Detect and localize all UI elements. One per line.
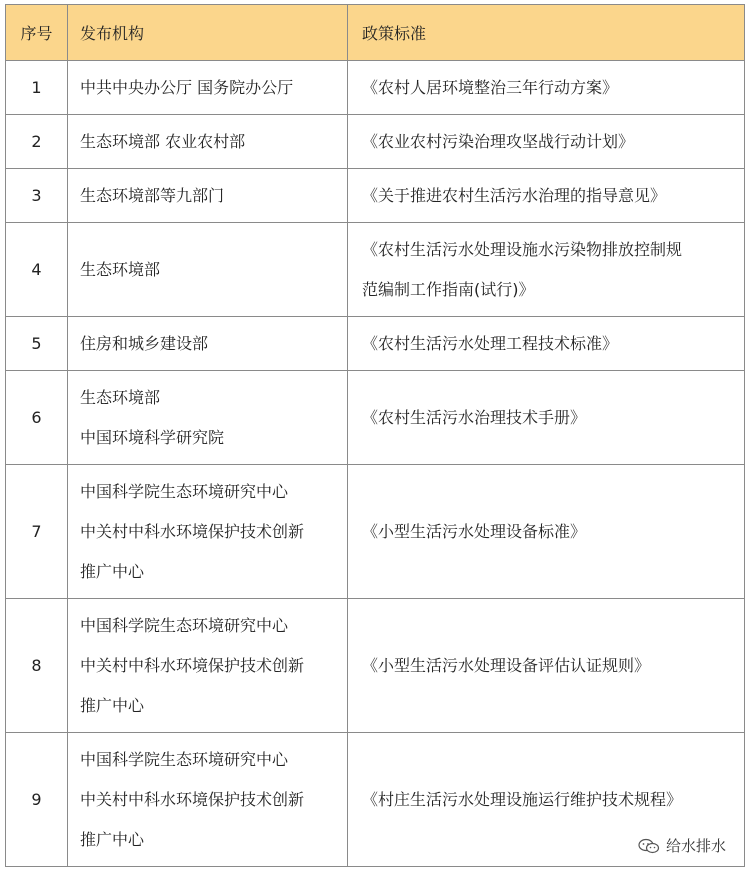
- org-line: 中国科学院生态环境研究中心: [80, 481, 289, 501]
- table-row: [6, 115, 745, 169]
- org-line: 中国科学院生态环境研究中心: [80, 615, 289, 635]
- org-line: 中共中央办公厅 国务院办公厅: [80, 77, 294, 97]
- cell-num: 2: [6, 115, 68, 169]
- cell-policy: [348, 223, 745, 317]
- table-row: [6, 61, 745, 115]
- cell-org: [68, 61, 348, 115]
- org-line: 生态环境部 农业农村部: [80, 131, 246, 151]
- org-line: 中关村中科水环境保护技术创新: [80, 521, 305, 541]
- cell-policy: [348, 61, 745, 115]
- org-line: 中关村中科水环境保护技术创新: [80, 655, 305, 675]
- cell-policy: [348, 371, 745, 465]
- cell-num: 4: [6, 223, 68, 317]
- table-row: [6, 465, 745, 599]
- header-org: 发布机构: [68, 5, 348, 61]
- cell-policy: [348, 169, 745, 223]
- org-line: 生态环境部: [80, 387, 161, 407]
- table-row: [6, 169, 745, 223]
- watermark-text: 给水排水: [665, 837, 726, 855]
- cell-org: [68, 599, 348, 733]
- header-num: 序号: [6, 5, 68, 61]
- policy-line: 范编制工作指南(试行)》: [362, 279, 535, 299]
- cell-num: 5: [6, 317, 68, 371]
- org-line: 中国科学院生态环境研究中心: [80, 749, 289, 769]
- policy-line: 《村庄生活污水处理设施运行维护技术规程》: [362, 789, 683, 809]
- cell-org: [68, 317, 348, 371]
- cell-org: [68, 115, 348, 169]
- wechat-icon: [638, 838, 660, 854]
- header-policy: 政策标准: [348, 5, 745, 61]
- cell-policy: [348, 465, 745, 599]
- cell-num: 7: [6, 465, 68, 599]
- cell-num: 3: [6, 169, 68, 223]
- cell-org: [68, 169, 348, 223]
- cell-policy: [348, 599, 745, 733]
- policy-line: 《关于推进农村生活污水治理的指导意见》: [362, 185, 667, 205]
- org-line: 中关村中科水环境保护技术创新: [80, 789, 305, 809]
- cell-policy: [348, 115, 745, 169]
- policy-line: 《农业农村污染治理攻坚战行动计划》: [362, 131, 635, 151]
- cell-policy: [348, 317, 745, 371]
- table-row: [6, 371, 745, 465]
- cell-org: [68, 223, 348, 317]
- table-row: [6, 599, 745, 733]
- org-line: 中国环境科学研究院: [80, 427, 225, 447]
- policy-line: 《农村人居环境整治三年行动方案》: [362, 77, 619, 97]
- cell-org: [68, 733, 348, 867]
- table-row: [6, 733, 745, 867]
- cell-num: 8: [6, 599, 68, 733]
- cell-num: 6: [6, 371, 68, 465]
- org-line: 住房和城乡建设部: [80, 333, 209, 353]
- org-line: 生态环境部等九部门: [80, 185, 225, 205]
- org-line: 推广中心: [80, 829, 145, 849]
- table-row: [6, 223, 745, 317]
- policy-line: 《农村生活污水处理设施水污染物排放控制规: [362, 239, 683, 259]
- table-header-row: [6, 5, 745, 61]
- watermark: [638, 835, 726, 856]
- policy-table: [5, 4, 745, 867]
- policy-line: 《小型生活污水处理设备标准》: [362, 521, 587, 541]
- cell-num: 1: [6, 61, 68, 115]
- policy-line: 《农村生活污水治理技术手册》: [362, 407, 587, 427]
- org-line: 推广中心: [80, 561, 145, 581]
- policy-line: 《农村生活污水处理工程技术标准》: [362, 333, 619, 353]
- table-row: [6, 317, 745, 371]
- org-line: 生态环境部: [80, 259, 161, 279]
- org-line: 推广中心: [80, 695, 145, 715]
- cell-org: [68, 465, 348, 599]
- cell-num: 9: [6, 733, 68, 867]
- cell-org: [68, 371, 348, 465]
- policy-line: 《小型生活污水处理设备评估认证规则》: [362, 655, 651, 675]
